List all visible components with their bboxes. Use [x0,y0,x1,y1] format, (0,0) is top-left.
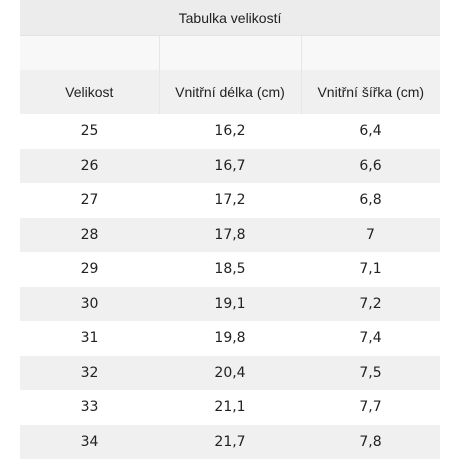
cell-inner-width: 7,8 [301,425,440,460]
cell-inner-length: 16,7 [159,149,301,184]
blank-cell [20,36,159,71]
cell-inner-width: 7 [301,218,440,253]
cell-size: 31 [20,321,159,356]
cell-size: 30 [20,287,159,322]
blank-row [20,36,440,71]
cell-inner-length: 21,7 [159,425,301,460]
cell-inner-width: 7,5 [301,356,440,391]
cell-inner-length: 16,2 [159,114,301,149]
size-chart-table [20,0,440,459]
cell-inner-length: 21,1 [159,390,301,425]
cell-inner-width: 7,2 [301,287,440,322]
cell-size: 32 [20,356,159,391]
cell-size: 28 [20,218,159,253]
cell-size: 25 [20,114,159,149]
table-row [20,425,440,460]
table-row [20,390,440,425]
table-row [20,183,440,218]
header-inner-width: Vnitřní šířka (cm) [301,70,440,114]
cell-size: 34 [20,425,159,460]
cell-inner-width: 6,8 [301,183,440,218]
cell-inner-length: 19,8 [159,321,301,356]
table-row [20,149,440,184]
cell-inner-width: 7,4 [301,321,440,356]
cell-inner-width: 7,1 [301,252,440,287]
title-row [20,0,440,36]
cell-inner-width: 6,6 [301,149,440,184]
cell-inner-length: 17,8 [159,218,301,253]
table-row [20,356,440,391]
cell-inner-length: 17,2 [159,183,301,218]
table-title: Tabulka velikostí [20,0,440,36]
cell-inner-width: 7,7 [301,390,440,425]
size-data-body [20,114,440,459]
blank-cell [159,36,301,71]
table-row [20,287,440,322]
size-chart-body [20,0,440,114]
table-row [20,218,440,253]
header-size: Velikost [20,70,159,114]
cell-inner-length: 19,1 [159,287,301,322]
cell-inner-length: 18,5 [159,252,301,287]
table-row [20,321,440,356]
cell-size: 29 [20,252,159,287]
cell-inner-width: 6,4 [301,114,440,149]
table-row [20,114,440,149]
blank-cell [301,36,440,71]
cell-size: 26 [20,149,159,184]
cell-size: 27 [20,183,159,218]
cell-inner-length: 20,4 [159,356,301,391]
header-row [20,70,440,114]
header-inner-length: Vnitřní délka (cm) [159,70,301,114]
cell-size: 33 [20,390,159,425]
table-row [20,252,440,287]
